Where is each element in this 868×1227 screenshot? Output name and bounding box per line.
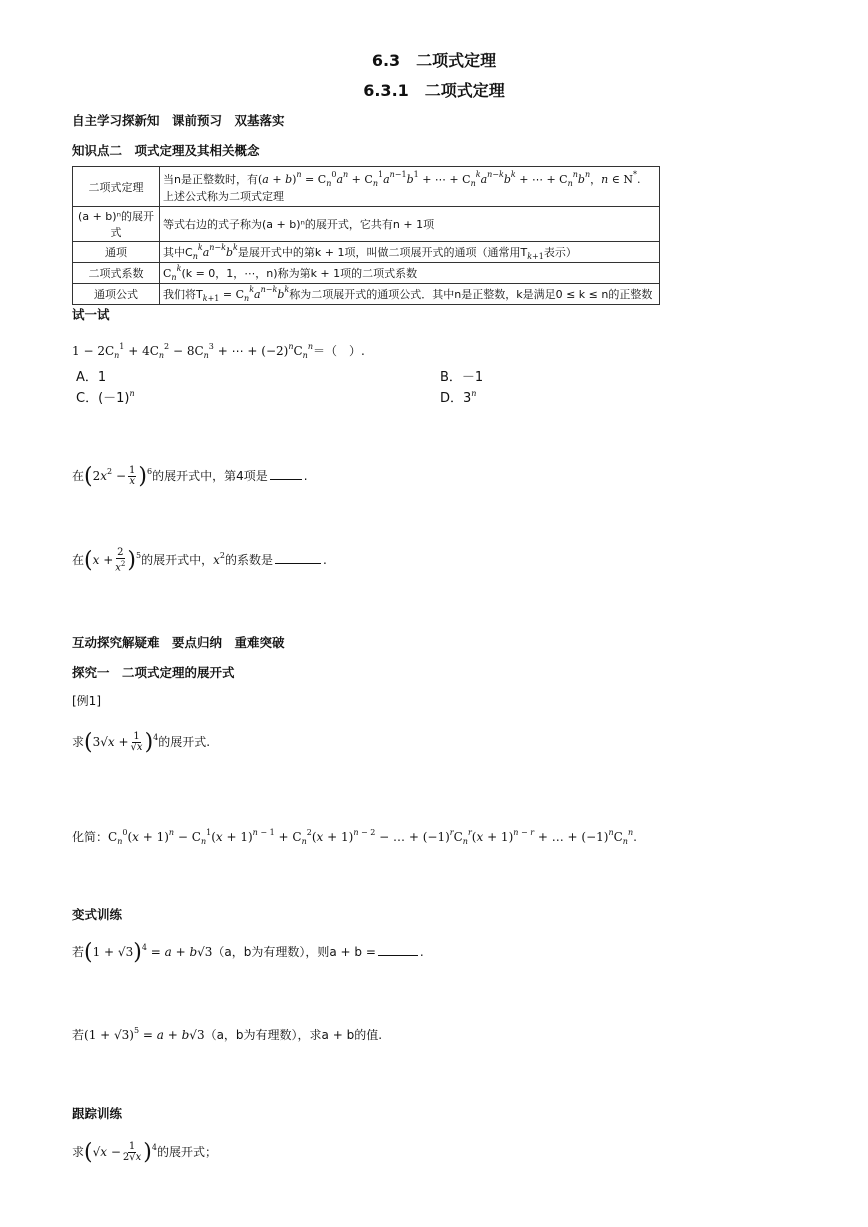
table-row (73, 242, 660, 263)
table-row (73, 263, 660, 284)
concept-table (72, 166, 660, 305)
track-heading: 跟踪训练 (72, 1106, 123, 1121)
table-cell-name: (a + b)ⁿ的展开式 (73, 207, 160, 242)
table-cell-content: 其中$C_n^ka^{n-k}b^k$是展开式中的第k + 1项，叫做二项展开式的通项（通常用$T_{k+1}$表示） (160, 242, 660, 263)
section-heading-interactive: 互动探究解疑难 要点归纳 重难突破 (72, 635, 285, 650)
table-cell-content: 当n是正整数时，有$(a + b)^n = C_n^0a^n + C_n^1a^{n-1}b^1$ + ⋯ + $C_n^ka^{n-k}b^k$ + ⋯ + $C_n^nb^n$，n ∈ N*. 上述公式称为二项式定理 (160, 167, 660, 207)
question-1: $1 - 2C_n^1 + 4C_n^2 - 8C_n^3$ + ⋯ + $(-2)^nC_n^n=$（ ）. (72, 342, 365, 360)
table-row (73, 284, 660, 305)
question-3: 在(x + $\frac{2}{x^2}$ )$^5$的展开式中，$x^2$的系数是 . (72, 547, 327, 574)
question-2: 在($2x^2$ − $\frac{1}{x}$ )$^6$的展开式中，第4项是 . (72, 464, 308, 489)
section-heading-self-study: 自主学习探新知 课前预习 双基落实 (72, 113, 285, 128)
track-question-1: 求(√x − $\frac{1}{2√x}$ )$^4$的展开式； (72, 1140, 217, 1165)
table-cell-content: $C_n^k(k = 0$，1，⋯，n)称为第k + 1项的二项式系数 (160, 263, 660, 284)
option-b: B．－1 (440, 370, 484, 385)
knowledge-heading: 知识点二 项式定理及其相关概念 (72, 143, 260, 158)
variant-question-1: 若$(1 + √3)^4 = a + b√3(a$，b为有理数），则a + b = . (72, 940, 424, 965)
example-label: [例1] (72, 694, 101, 708)
table-cell-name: 二项式定理 (73, 167, 160, 207)
table-cell-content: 等式右边的式子称为(a + b)ⁿ的展开式，它共有n + 1项 (160, 207, 660, 242)
example-1-question: 求(3√x + $\frac{1}{√x}$ )$^4$的展开式. (72, 730, 211, 755)
option-d: D．3$^n$ (440, 389, 477, 406)
option-c: C．$(-1)^n$ (76, 389, 135, 406)
variant-heading: 变式训练 (72, 907, 123, 922)
table-cell-name: 二项式系数 (73, 263, 160, 284)
page-subtitle: 6.3.1 二项式定理 (363, 81, 505, 100)
table-cell-name: 通项公式 (73, 284, 160, 305)
table-cell-content: 我们将$T_{k+1} = C_n^ka^{n-k}b^k$称为二项展开式的通项公式．其中n是正整数，k是满足0 ≤ k ≤ n的正整数 (160, 284, 660, 305)
variant-question-2: 若$(1 + √3)^5 = a + b√3(a$，b为有理数），求a + b的值. (72, 1026, 383, 1042)
table-cell-name: 通项 (73, 242, 160, 263)
try-heading: 试一试 (72, 307, 110, 322)
explore-heading: 探究一 二项式定理的展开式 (72, 665, 235, 680)
page-title: 6.3 二项式定理 (371, 51, 497, 70)
simplify-question: 化简：$C_n^0(x + 1)^n - C_n^1(x + 1)^{n - 1} + C_n^2(x + 1)^{n - 2}$ − … + $(-1)^rC_n^r(x + 1)^{n - r}$ + … + $(-1)^nC_n^n$. (72, 828, 637, 846)
table-row (73, 207, 660, 242)
table-row (73, 167, 660, 207)
option-a: A．1 (76, 370, 107, 385)
